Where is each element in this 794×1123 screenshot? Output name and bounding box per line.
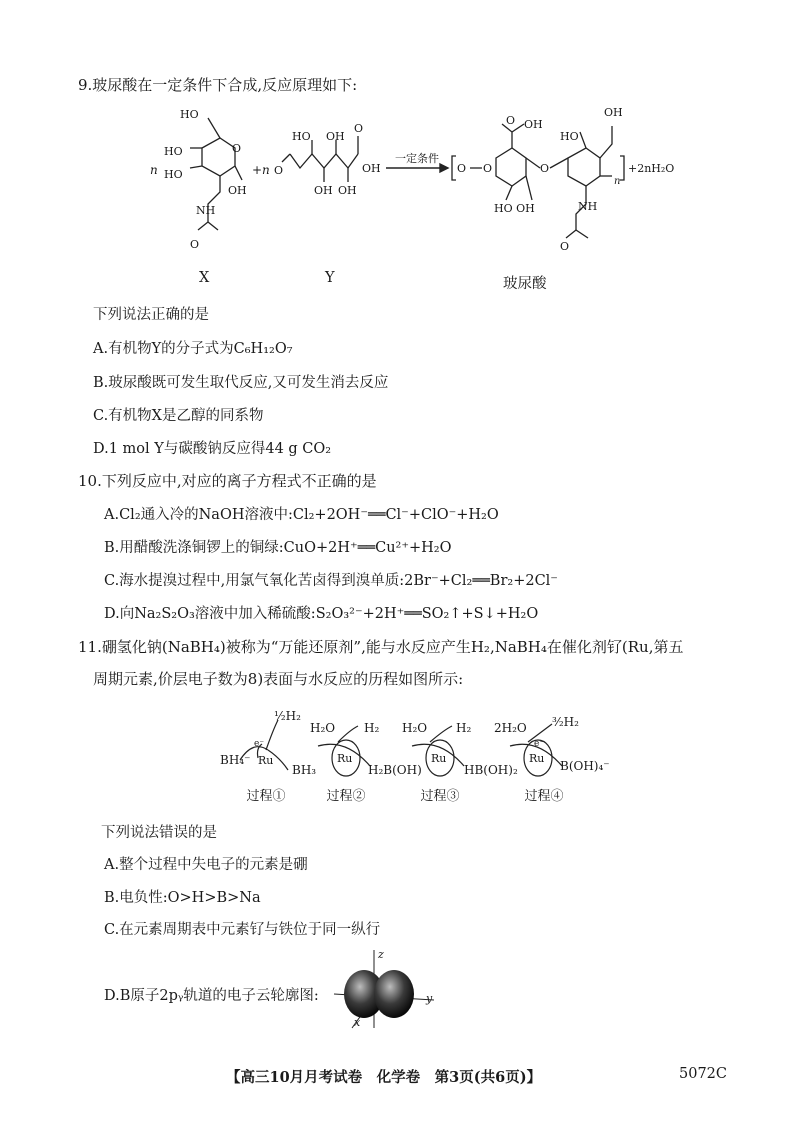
product-carboxyl-o: O bbox=[506, 114, 516, 127]
half-h2-label: ½H₂ bbox=[274, 709, 301, 723]
q11-option-b: B.电负性:O>H>B>Na bbox=[104, 890, 261, 906]
product-oh-top: OH bbox=[604, 106, 623, 119]
q10-option-b: B.用醋酸洗涤铜锣上的铜绿:CuO+2H⁺══Cu²⁺+H₂O bbox=[104, 540, 452, 556]
q9-prompt: 下列说法正确的是 bbox=[93, 307, 209, 323]
product-ho: HO bbox=[560, 130, 579, 143]
q11-stem-line1: 11.硼氢化钠(NaBH₄)被称为“万能还原剂”,能与水反应产生H₂,NaBH₄在催化剂钌(Ru,第五 bbox=[78, 638, 684, 656]
footer-code: 5072C bbox=[679, 1066, 727, 1082]
reaction-arrow bbox=[386, 164, 448, 172]
h2bo-label: H₂B(OH) bbox=[368, 763, 422, 777]
q11-option-d: D.B原子2pᵧ轨道的电子云轮廓图: bbox=[104, 988, 319, 1004]
h2o-label-2: H₂O bbox=[310, 721, 336, 735]
y-acid-oh: OH bbox=[362, 162, 381, 175]
water-byproduct: +2nH₂O bbox=[628, 162, 675, 175]
electron-1: e⁻ bbox=[254, 739, 265, 749]
x-nh: NH bbox=[196, 204, 216, 217]
h2-label-2: H₂ bbox=[364, 721, 380, 735]
q9-option-d: D.1 mol Y与碳酸钠反应得44 g CO₂ bbox=[93, 441, 332, 457]
x-ho-top: HO bbox=[180, 108, 199, 121]
q9-option-c: C.有机物X是乙醇的同系物 bbox=[93, 408, 264, 424]
product-acetyl-o: O bbox=[560, 240, 570, 253]
orbital-lobe-right bbox=[374, 970, 414, 1018]
three-half-h2-label: ³⁄₂H₂ bbox=[552, 715, 579, 729]
step-label-4: 过程④ bbox=[524, 789, 564, 804]
step-label-3: 过程③ bbox=[420, 789, 460, 804]
axis-x: x bbox=[354, 1016, 361, 1029]
h2o-label-3: H₂O bbox=[402, 721, 428, 735]
x-o: O bbox=[190, 238, 200, 251]
y-coefficient: +n bbox=[252, 163, 270, 177]
orbital-2py-diagram bbox=[334, 944, 444, 1034]
bo4-label: B(OH)₄⁻ bbox=[560, 759, 610, 773]
axis-z: z bbox=[378, 948, 384, 961]
q9-reaction-scheme bbox=[140, 96, 720, 266]
q9-stem: 9.玻尿酸在一定条件下合成,反应原理如下: bbox=[78, 76, 358, 94]
label-x: X bbox=[199, 270, 210, 286]
ru-label-4: Ru bbox=[529, 752, 545, 765]
q10-stem: 10.下列反应中,对应的离子方程式不正确的是 bbox=[78, 472, 377, 490]
product-o-mid2: O bbox=[540, 162, 550, 175]
x-oh: OH bbox=[228, 184, 247, 197]
x-ring-o: O bbox=[232, 142, 242, 155]
y-carbonyl-o: O bbox=[354, 122, 364, 135]
y-ho1: HO bbox=[292, 130, 311, 143]
q11-mechanism-diagram bbox=[218, 700, 610, 810]
ru-label-2: Ru bbox=[337, 752, 353, 765]
molecule-hyaluronic-acid bbox=[452, 124, 624, 238]
product-o-mid1: O bbox=[483, 162, 493, 175]
x-ho-low: HO bbox=[164, 168, 183, 181]
axis-y: y bbox=[426, 992, 433, 1005]
ru-label-3: Ru bbox=[431, 752, 447, 765]
label-product: 玻尿酸 bbox=[503, 276, 547, 292]
bh3-label: BH₃ bbox=[292, 763, 317, 777]
q10-option-d: D.向Na₂S₂O₃溶液中加入稀硫酸:S₂O₃²⁻+2H⁺══SO₂↑+S↓+H₂O bbox=[104, 606, 539, 622]
product-o-left: O bbox=[457, 162, 467, 175]
polymer-n: n bbox=[614, 176, 621, 187]
y-aldehyde-o: O bbox=[274, 164, 284, 177]
q11-option-a: A.整个过程中失电子的元素是硼 bbox=[104, 857, 308, 873]
product-carboxyl-oh: OH bbox=[524, 118, 543, 131]
ru-label-1: Ru bbox=[258, 754, 274, 767]
electron-4: e⁻ bbox=[534, 739, 545, 749]
y-oh2: OH bbox=[314, 184, 333, 197]
x-coefficient: n bbox=[150, 163, 158, 177]
hbo2-label: HB(OH)₂ bbox=[464, 763, 518, 777]
two-h2o-label: 2H₂O bbox=[494, 721, 527, 735]
label-y: Y bbox=[325, 270, 335, 286]
q10-option-a: A.Cl₂通入冷的NaOH溶液中:Cl₂+2OH⁻══Cl⁻+ClO⁻+H₂O bbox=[104, 507, 499, 523]
q11-stem-line2: 周期元素,价层电子数为8)表面与水反应的历程如图所示: bbox=[93, 670, 464, 688]
q10-option-c: C.海水提溴过程中,用氯气氧化苦卤得到溴单质:2Br⁻+Cl₂══Br₂+2Cl⁻ bbox=[104, 573, 558, 589]
x-ho-mid: HO bbox=[164, 145, 183, 158]
step-label-2: 过程② bbox=[326, 789, 366, 804]
q9-option-b: B.玻尿酸既可发生取代反应,又可发生消去反应 bbox=[93, 375, 389, 391]
q11-option-c: C.在元素周期表中元素钌与铁位于同一纵行 bbox=[104, 922, 381, 938]
q11-prompt: 下列说法错误的是 bbox=[101, 825, 217, 841]
y-oh3: OH bbox=[338, 184, 357, 197]
h2-label-3: H₂ bbox=[456, 721, 472, 735]
step-label-1: 过程① bbox=[246, 789, 286, 804]
product-ho-oh: HO OH bbox=[494, 202, 535, 215]
product-nh: NH bbox=[578, 200, 598, 213]
bh4-label: BH₄⁻ bbox=[220, 753, 251, 767]
y-oh1: OH bbox=[326, 130, 345, 143]
reaction-condition: 一定条件 bbox=[395, 152, 439, 165]
q9-option-a: A.有机物Y的分子式为C₆H₁₂O₇ bbox=[93, 341, 293, 357]
footer-title: 【高三10月月考试卷 化学卷 第3页(共6页)】 bbox=[226, 1069, 542, 1086]
